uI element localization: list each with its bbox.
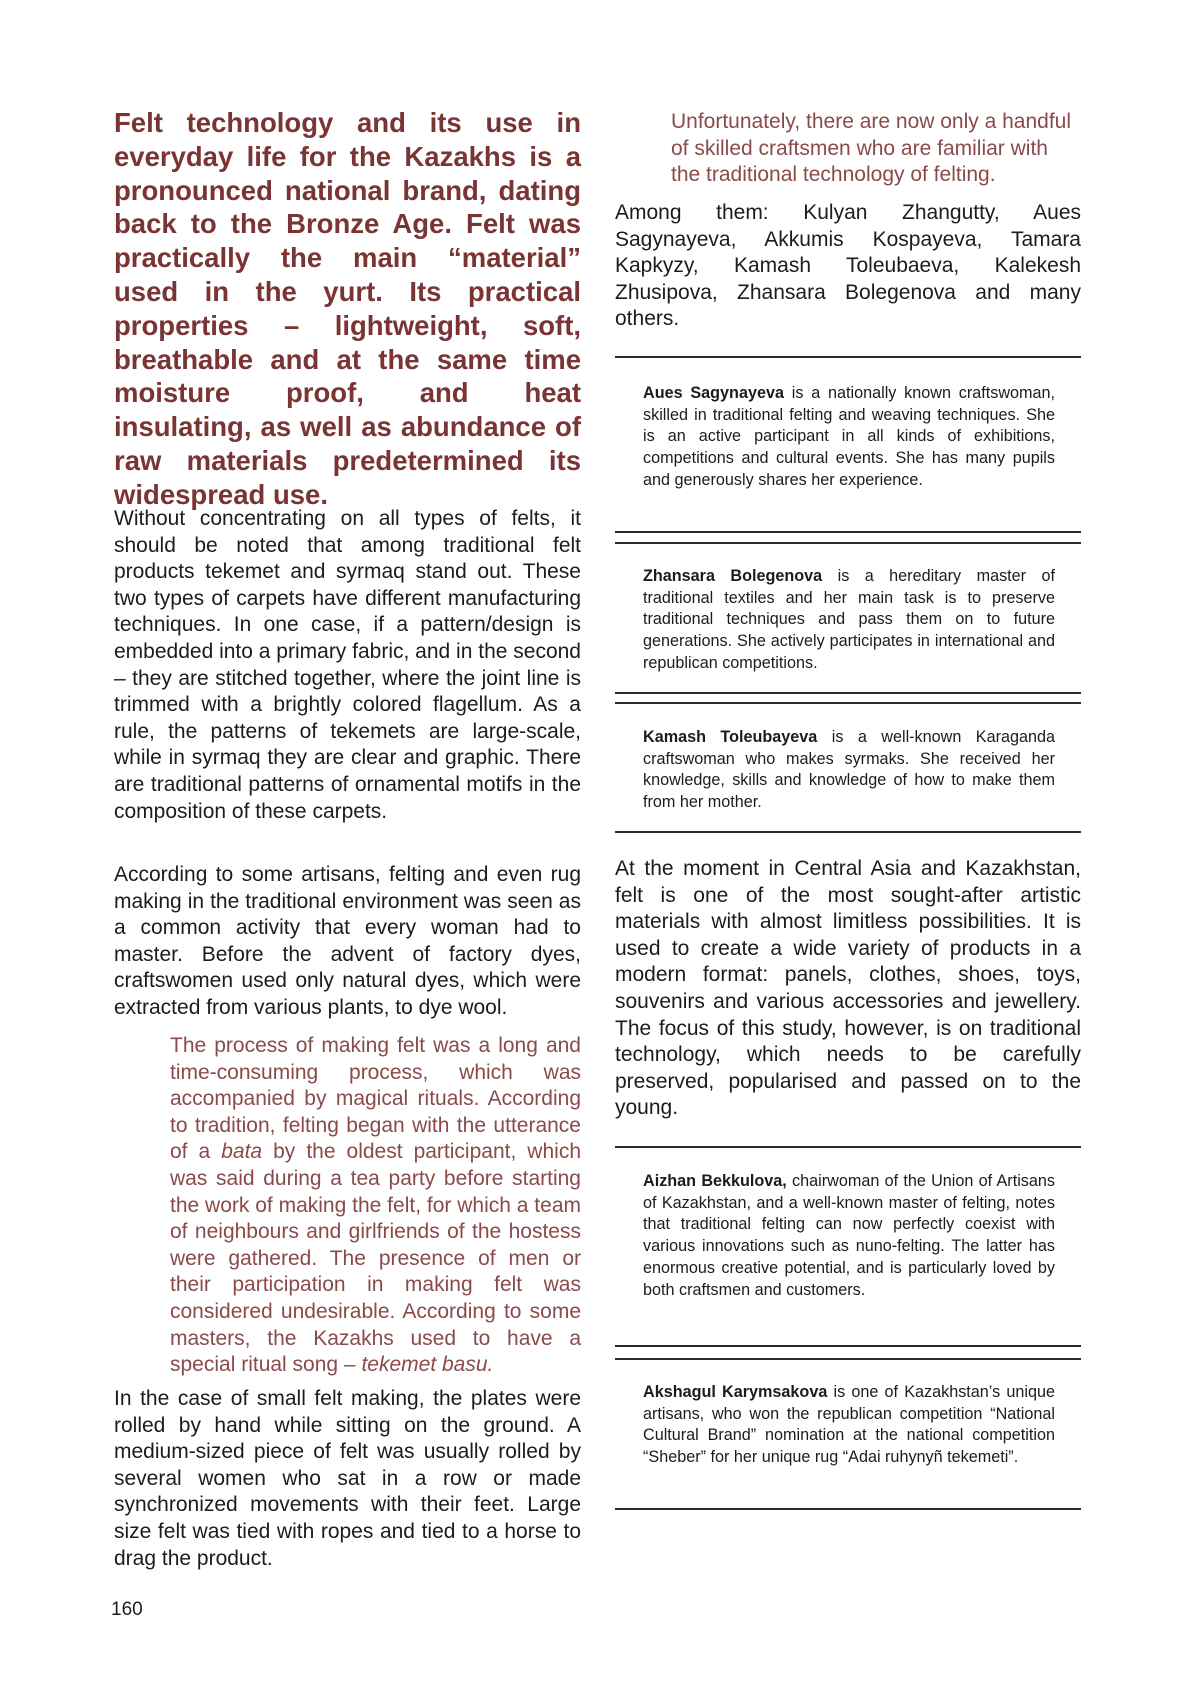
body-paragraph-artisans: According to some artisans, felting and even rug making in the traditional environment was seen as a common activity that every woman had to master. Before the advent of factory dyes, craftswomen used only natural dyes, which were extracted from various plants, to dye wool.: [114, 863, 581, 1019]
profile-name: Zhansara Bolegenova: [643, 567, 823, 585]
profile-box-text: [643, 1171, 1055, 1301]
box-rule-top: [615, 1146, 1081, 1148]
profile-name: Aues Sagynayeva: [643, 384, 784, 402]
profile-box-text: [643, 727, 1055, 814]
body-paragraph-modern-felt: At the moment in Central Asia and Kazakhstan, felt is one of the most sought-after artistic materials with almost limitless possibilities. It is used to create a wide variety of products in a modern format: panels, clothes, shoes, toys, souvenirs and various accessories and jewellery. The focus of this study, however, is on traditional technology, which needs to be carefully preserved, popularised and passed on to the young.: [615, 857, 1081, 1120]
lead-paragraph: Felt technology and its use in everyday life for the Kazakhs is a pronounced national brand, dating back to the Bronze Age. Felt was practically the main “material” used in the yurt. Its practical properties – lightweight, soft, breathable and at the same time moisture proof, and heat insulating, as well as abundance of raw materials predetermined its widespread use.: [114, 107, 581, 510]
quote-handful-craftsmen: Unfortunately, there are now only a handful of skilled craftsmen who are familiar with the traditional technology of felting.: [671, 110, 1072, 187]
body-paragraph-among-them: Among them: Kulyan Zhangutty, Aues Sagynayeva, Akkumis Kospayeva, Tamara Kapkyzy, Kamash Toleubaeva, Kalekesh Zhusipova, Zhansara Bolegenova and many others.: [615, 201, 1081, 331]
box-rule-bottom: [615, 531, 1081, 533]
quote-italic-term: bata: [221, 1140, 263, 1164]
profile-box-text: [643, 383, 1055, 492]
profile-name: Aizhan Bekkulova,: [643, 1172, 787, 1190]
profile-description: is a hereditary master of traditional textiles and her main task is to preserve traditional techniques and pass them on to future generations. She actively participates in international and republican competitions.: [643, 567, 1055, 672]
box-rule-top: [615, 356, 1081, 358]
profile-name: Akshagul Karymsakova: [643, 1383, 828, 1401]
quote-text-part: The process of making felt was a long and time-consuming process, which was accompanied by magical rituals. According to tradition, felting began with the utterance of a: [170, 1034, 581, 1164]
box-rule-bottom: [615, 831, 1081, 833]
box-rule-top: [615, 702, 1081, 704]
profile-description: chairwoman of the Union of Artisans of Kazakhstan, and a well-known master of felting, notes that traditional felting can now perfectly coexist with various innovations such as nuno-felting. The latter has enormous creative potential, and is particularly loved by both craftsmen and customers.: [643, 1172, 1055, 1299]
box-rule-top: [615, 1358, 1081, 1360]
box-rule-top: [615, 542, 1081, 544]
quote-felting-rituals: [170, 1033, 581, 1379]
box-rule-bottom: [615, 1345, 1081, 1347]
quote-text-part: by the oldest participant, which was said during a tea party before starting the work of making the felt, for which a team of neighbours and girlfriends of the hostess were gathered. The presence of men or their participation in making felt was considered undesirable. According to some masters, the Kazakhs used to have a special ritual song –: [170, 1140, 581, 1377]
profile-description: is one of Kazakhstan’s unique artisans, who won the republican competition “National Cultural Brand” nomination at the national competition “Sheber” for her unique rug “Adai ruhynyñ tekemeti”.: [643, 1383, 1055, 1467]
profile-description: is a nationally known craftswoman, skilled in traditional felting and weaving techniques. She is an active participant in all kinds of exhibitions, competitions and cultural events. She has many pupils and generously shares her experience.: [643, 384, 1055, 489]
quote-italic-term: tekemet basu.: [361, 1353, 494, 1377]
page-number: 160: [111, 1599, 143, 1620]
body-paragraph-felt-making: In the case of small felt making, the plates were rolled by hand while sitting on the ground. A medium-sized piece of felt was usually rolled by several women who sat in a row or made synchronized movements with their feet. Large size felt was tied with ropes and tied to a horse to drag the product.: [114, 1387, 581, 1570]
box-rule-bottom: [615, 692, 1081, 694]
profile-box-text: [643, 566, 1055, 675]
profile-box-text: [643, 1382, 1055, 1469]
profile-description: is a well-known Karaganda craftswoman who makes syrmaks. She received her knowledge, skills and knowledge of how to make them from her mother.: [643, 728, 1055, 812]
body-paragraph-felt-types: Without concentrating on all types of felts, it should be noted that among traditional felt products tekemet and syrmaq stand out. These two types of carpets have different manufacturing techniques. In one case, if a pattern/design is embedded into a primary fabric, and in the second – they are stitched together, where the joint line is trimmed with a brightly colored flagellum. As a rule, the patterns of tekemets are large-scale, while in syrmaq they are clear and graphic. There are traditional patterns of ornamental motifs in the composition of these carpets.: [114, 507, 581, 823]
profile-name: Kamash Toleubayeva: [643, 728, 818, 746]
box-rule-bottom: [615, 1508, 1081, 1510]
